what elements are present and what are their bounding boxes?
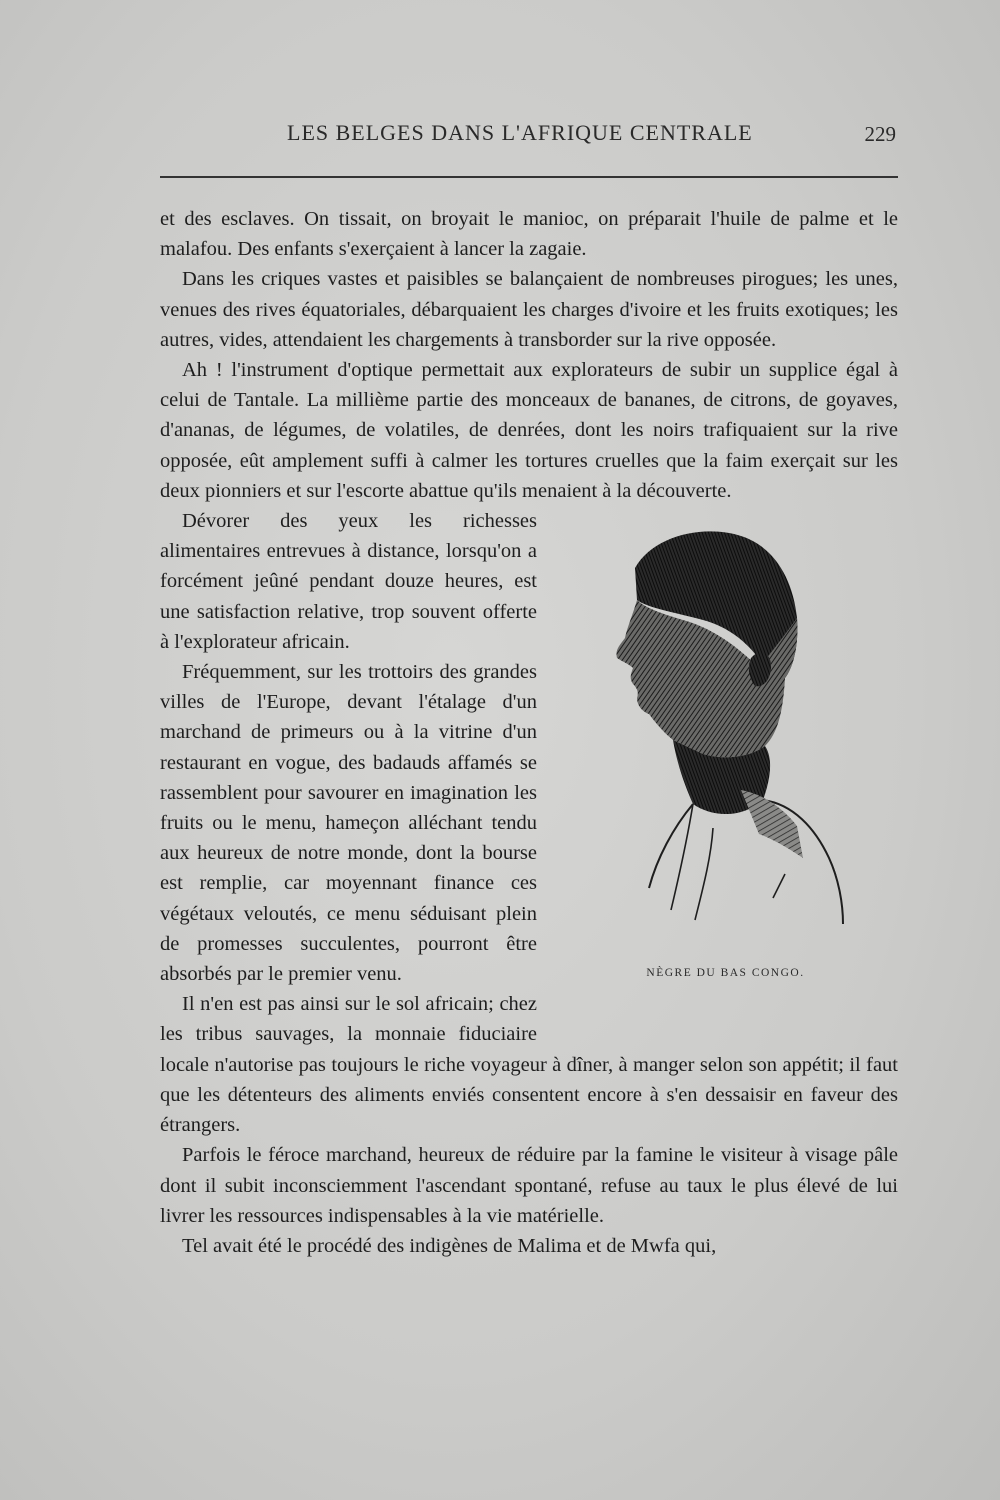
paragraph-1: et des esclaves. On tissait, on broyait le manioc, on préparait l'huile de palme et le malafou. Des enfants s'exerçaient à lancer la zagaie. — [160, 208, 898, 261]
paragraph-2: Dans les criques vastes et paisibles se balançaient de nombreuses pirogues; les unes, venues des rives équatoriales, débarquaient les charges d'ivoire et les fruits exotiques; les autres, vides, attendaient les chargements à transborder sur la rive opposée. — [160, 268, 898, 351]
paragraph-5: Fréquemment, sur les trottoirs des grandes villes de l'Europe, devant l'étalage d'un marchand de primeurs ou à la vitrine d'un restaurant en vogue, des badauds affamés se rassemblent pour savourer en imagination les fruits ou le menu, hameçon alléchant tendu aux heureux de notre monde, dont la bourse est remplie, car moyennant finance ces végétaux veloutés, ce menu séduisant plein de promesses succulentes, pourront être absorbés par le premier venu. — [160, 661, 537, 986]
paragraph-7: Parfois le féroce marchand, heureux de réduire par la famine le visiteur à visage pâle dont il subit inconsciemment l'ascendant spontané, refuse au taux le plus élevé de lui livrer les ressources indispensables à la vie matérielle. — [160, 1144, 898, 1227]
illustration-figure — [553, 506, 898, 1021]
portrait-engraving — [553, 528, 898, 948]
paragraph-8: Tel avait été le procédé des indigènes de Malima et de Mwfa qui, — [182, 1234, 717, 1257]
running-head — [160, 120, 900, 150]
paragraph-4: Dévorer des yeux les richesses alimentaires entrevues à distance, lorsqu'on a forcément jeûné pendant douze heures, est une satisfaction relative, trop souvent offerte à l'explorateur africain. — [160, 510, 537, 653]
paragraph-3: Ah ! l'instrument d'optique permettait aux explorateurs de subir un supplice égal à celui de Tantale. La millième partie des monceaux de bananes, de citrons, de goyaves, d'ananas, de légumes, de volatiles, de denrées, dont les noirs trafiquaient sur la rive opposée, eût amplement suffi à calmer les tortures cruelles que la faim exerçait sur les deux pionniers et sur l'escorte abattue qu'ils menaient à la découverte. — [160, 359, 898, 502]
page-number: 229 — [864, 122, 896, 146]
shirt-sleeve-line — [815, 834, 837, 880]
figure-caption: NÈGRE DU BAS CONGO. — [646, 967, 805, 980]
body-text — [160, 204, 898, 1261]
paragraph-6: Il n'en est pas ainsi sur le sol africain; chez les tribus sauvages, la monnaie fiduciaire locale n'autorise pas toujours le riche voyageur à dîner, à manger selon son appétit; il faut que les détenteurs des aliments enviés consentent encore à s'en dessaisir en faveur des étrangers. — [160, 993, 898, 1137]
header-rule — [160, 176, 898, 178]
shirt-shading — [741, 790, 803, 858]
running-title: LES BELGES DANS L'AFRIQUE CENTRALE — [287, 120, 753, 145]
shirt-outline — [649, 800, 843, 924]
